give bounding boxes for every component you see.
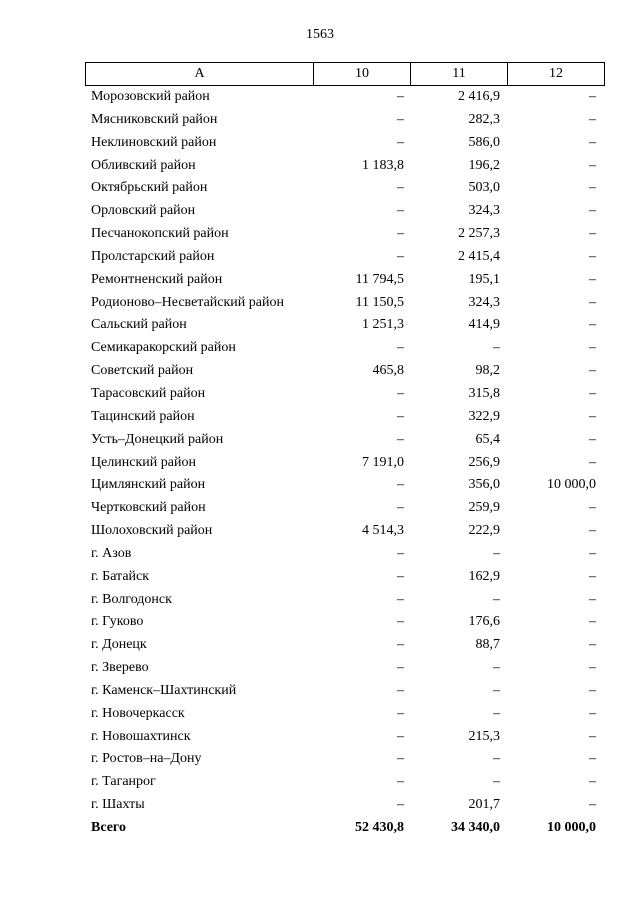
value-col-11: 215,3: [468, 728, 500, 744]
table-row: [85, 634, 600, 657]
value-col-12: 10 000,0: [547, 477, 596, 493]
value-col-11: –: [493, 340, 500, 356]
value-col-12: –: [589, 705, 596, 721]
value-col-12: –: [589, 271, 596, 287]
row-name: Пролстарский район: [91, 248, 215, 264]
header-col-12: 12: [508, 63, 605, 86]
table-row: [85, 680, 600, 703]
value-col-10: –: [397, 614, 404, 630]
table-row: [85, 177, 600, 200]
table-row: [85, 360, 600, 383]
value-col-11: 65,4: [475, 431, 500, 447]
value-col-11: –: [493, 774, 500, 790]
row-name: г. Азов: [91, 545, 132, 561]
header-col-10: 10: [314, 63, 411, 86]
row-name: Морозовский район: [91, 89, 210, 104]
value-col-12: –: [589, 568, 596, 584]
value-col-11: 195,1: [468, 271, 500, 287]
row-name: г. Каменск–Шахтинский: [91, 682, 237, 698]
value-col-10: –: [397, 111, 404, 127]
row-name: Целинский район: [91, 454, 196, 470]
value-col-12: –: [589, 363, 596, 379]
row-name: Сальский район: [91, 317, 187, 333]
value-col-11: –: [493, 751, 500, 767]
value-col-11: 356,0: [468, 477, 500, 493]
table-row: [85, 611, 600, 634]
value-col-11: 282,3: [468, 111, 500, 127]
value-col-10: –: [397, 180, 404, 196]
table-row: [85, 200, 600, 223]
value-col-11: 315,8: [468, 385, 500, 401]
row-name: Орловский район: [91, 203, 196, 219]
table-row: [85, 429, 600, 452]
value-col-12: –: [589, 751, 596, 767]
row-name: Неклиновский район: [91, 134, 217, 150]
value-col-12: –: [589, 248, 596, 264]
table-header: [85, 62, 605, 86]
value-col-12: –: [589, 545, 596, 561]
table-row: [85, 337, 600, 360]
row-name: Усть–Донецкий район: [91, 431, 224, 447]
table-row: [85, 314, 600, 337]
page-number: 1563: [306, 27, 334, 42]
value-col-10: –: [397, 774, 404, 790]
value-col-12: –: [589, 500, 596, 516]
value-col-12: –: [589, 591, 596, 607]
table-row: [85, 589, 600, 612]
value-col-10: –: [397, 545, 404, 561]
value-col-11: 176,6: [468, 614, 500, 630]
table-row: [85, 497, 600, 520]
row-name: г. Зверево: [91, 660, 149, 676]
value-col-10: 465,8: [372, 363, 404, 379]
value-col-10: –: [397, 797, 404, 813]
table-row: [85, 132, 600, 155]
value-col-10: –: [397, 477, 404, 493]
table-row: [85, 794, 600, 817]
value-col-12: –: [589, 682, 596, 698]
value-col-12: –: [589, 614, 596, 630]
table-row: [85, 292, 600, 315]
row-name: Чертковский район: [91, 500, 206, 516]
value-col-11: 324,3: [468, 294, 500, 310]
value-col-12: –: [589, 226, 596, 242]
table-row: [85, 109, 600, 132]
value-col-11: –: [493, 682, 500, 698]
row-name: Всего: [91, 820, 126, 835]
value-col-12: –: [589, 797, 596, 813]
value-col-12: –: [589, 340, 596, 356]
value-col-10: 52 430,8: [355, 820, 404, 835]
table-row: [85, 452, 600, 475]
value-col-10: –: [397, 637, 404, 653]
row-name: г. Новочеркасск: [91, 705, 185, 721]
row-name: г. Ростов–на–Дону: [91, 751, 202, 767]
value-col-10: –: [397, 591, 404, 607]
table-row: [85, 474, 600, 497]
value-col-11: 259,9: [468, 500, 500, 516]
table-row: [85, 566, 600, 589]
value-col-11: –: [493, 705, 500, 721]
row-name: Семикаракорский район: [91, 340, 236, 356]
value-col-10: 7 191,0: [362, 454, 404, 470]
row-name: г. Гуково: [91, 614, 144, 630]
table-row: [85, 771, 600, 794]
table-row: [85, 383, 600, 406]
value-col-11: 196,2: [468, 157, 500, 173]
value-col-10: –: [397, 248, 404, 264]
value-col-10: 1 251,3: [362, 317, 404, 333]
value-col-11: –: [493, 545, 500, 561]
value-col-10: –: [397, 682, 404, 698]
value-col-12: –: [589, 523, 596, 539]
table-row: [85, 406, 600, 429]
value-col-11: 201,7: [468, 797, 500, 813]
value-col-10: –: [397, 385, 404, 401]
value-col-10: –: [397, 660, 404, 676]
row-name: Песчанокопский район: [91, 226, 229, 242]
table-body: [85, 86, 600, 840]
value-col-10: 11 794,5: [355, 271, 404, 287]
value-col-12: –: [589, 180, 596, 196]
value-col-11: 414,9: [468, 317, 500, 333]
table-row: [85, 703, 600, 726]
value-col-12: –: [589, 89, 596, 104]
value-col-12: 10 000,0: [547, 820, 596, 835]
value-col-12: –: [589, 385, 596, 401]
header-col-a: A: [86, 63, 314, 86]
table-row: [85, 543, 600, 566]
value-col-11: –: [493, 591, 500, 607]
row-name: Тарасовский район: [91, 385, 206, 401]
value-col-12: –: [589, 134, 596, 150]
row-name: Обливский район: [91, 157, 196, 173]
value-col-10: 4 514,3: [362, 523, 404, 539]
value-col-10: –: [397, 340, 404, 356]
value-col-11: 503,0: [468, 180, 500, 196]
value-col-10: –: [397, 89, 404, 104]
value-col-12: –: [589, 774, 596, 790]
value-col-11: 2 416,9: [458, 89, 500, 104]
value-col-12: –: [589, 203, 596, 219]
table-row: [85, 155, 600, 178]
value-col-10: –: [397, 728, 404, 744]
value-col-11: 2 415,4: [458, 248, 500, 264]
value-col-11: 256,9: [468, 454, 500, 470]
value-col-11: 2 257,3: [458, 226, 500, 242]
row-name: г. Новошахтинск: [91, 728, 191, 744]
row-name: г. Таганрог: [91, 774, 156, 790]
row-name: Советский район: [91, 363, 194, 379]
table-row: [85, 223, 600, 246]
value-col-10: –: [397, 203, 404, 219]
row-name: г. Батайск: [91, 568, 150, 584]
value-col-11: 222,9: [468, 523, 500, 539]
header-col-11: 11: [411, 63, 508, 86]
value-col-11: 34 340,0: [451, 820, 500, 835]
value-col-10: –: [397, 705, 404, 721]
value-col-11: –: [493, 660, 500, 676]
value-col-10: –: [397, 408, 404, 424]
value-col-12: –: [589, 408, 596, 424]
row-name: Цимлянский район: [91, 477, 206, 493]
table-row: [85, 246, 600, 269]
value-col-12: –: [589, 157, 596, 173]
value-col-11: 162,9: [468, 568, 500, 584]
value-col-12: –: [589, 317, 596, 333]
total-row: [85, 817, 600, 840]
value-col-12: –: [589, 431, 596, 447]
value-col-12: –: [589, 454, 596, 470]
value-col-11: 88,7: [475, 637, 500, 653]
value-col-10: 11 150,5: [355, 294, 404, 310]
table-row: [85, 520, 600, 543]
value-col-11: 324,3: [468, 203, 500, 219]
value-col-12: –: [589, 637, 596, 653]
value-col-12: –: [589, 660, 596, 676]
row-name: Родионово–Несветайский район: [91, 294, 284, 310]
value-col-11: 322,9: [468, 408, 500, 424]
value-col-10: –: [397, 134, 404, 150]
value-col-10: –: [397, 751, 404, 767]
value-col-11: 586,0: [468, 134, 500, 150]
value-col-10: 1 183,8: [362, 157, 404, 173]
row-name: Тацинский район: [91, 408, 195, 424]
table-row: [85, 269, 600, 292]
value-col-10: –: [397, 431, 404, 447]
value-col-10: –: [397, 500, 404, 516]
table-row: [85, 86, 600, 109]
row-name: г. Шахты: [91, 797, 145, 813]
table-row: [85, 726, 600, 749]
value-col-10: –: [397, 568, 404, 584]
value-col-12: –: [589, 728, 596, 744]
value-col-11: 98,2: [475, 363, 500, 379]
value-col-12: –: [589, 294, 596, 310]
row-name: Мясниковский район: [91, 111, 218, 127]
row-name: Октябрьский район: [91, 180, 208, 196]
table-row: [85, 657, 600, 680]
row-name: г. Донецк: [91, 637, 147, 653]
row-name: Ремонтненский район: [91, 271, 223, 287]
row-name: Шолоховский район: [91, 523, 213, 539]
table-row: [85, 748, 600, 771]
value-col-12: –: [589, 111, 596, 127]
value-col-10: –: [397, 226, 404, 242]
row-name: г. Волгодонск: [91, 591, 172, 607]
header-row: [86, 63, 605, 86]
